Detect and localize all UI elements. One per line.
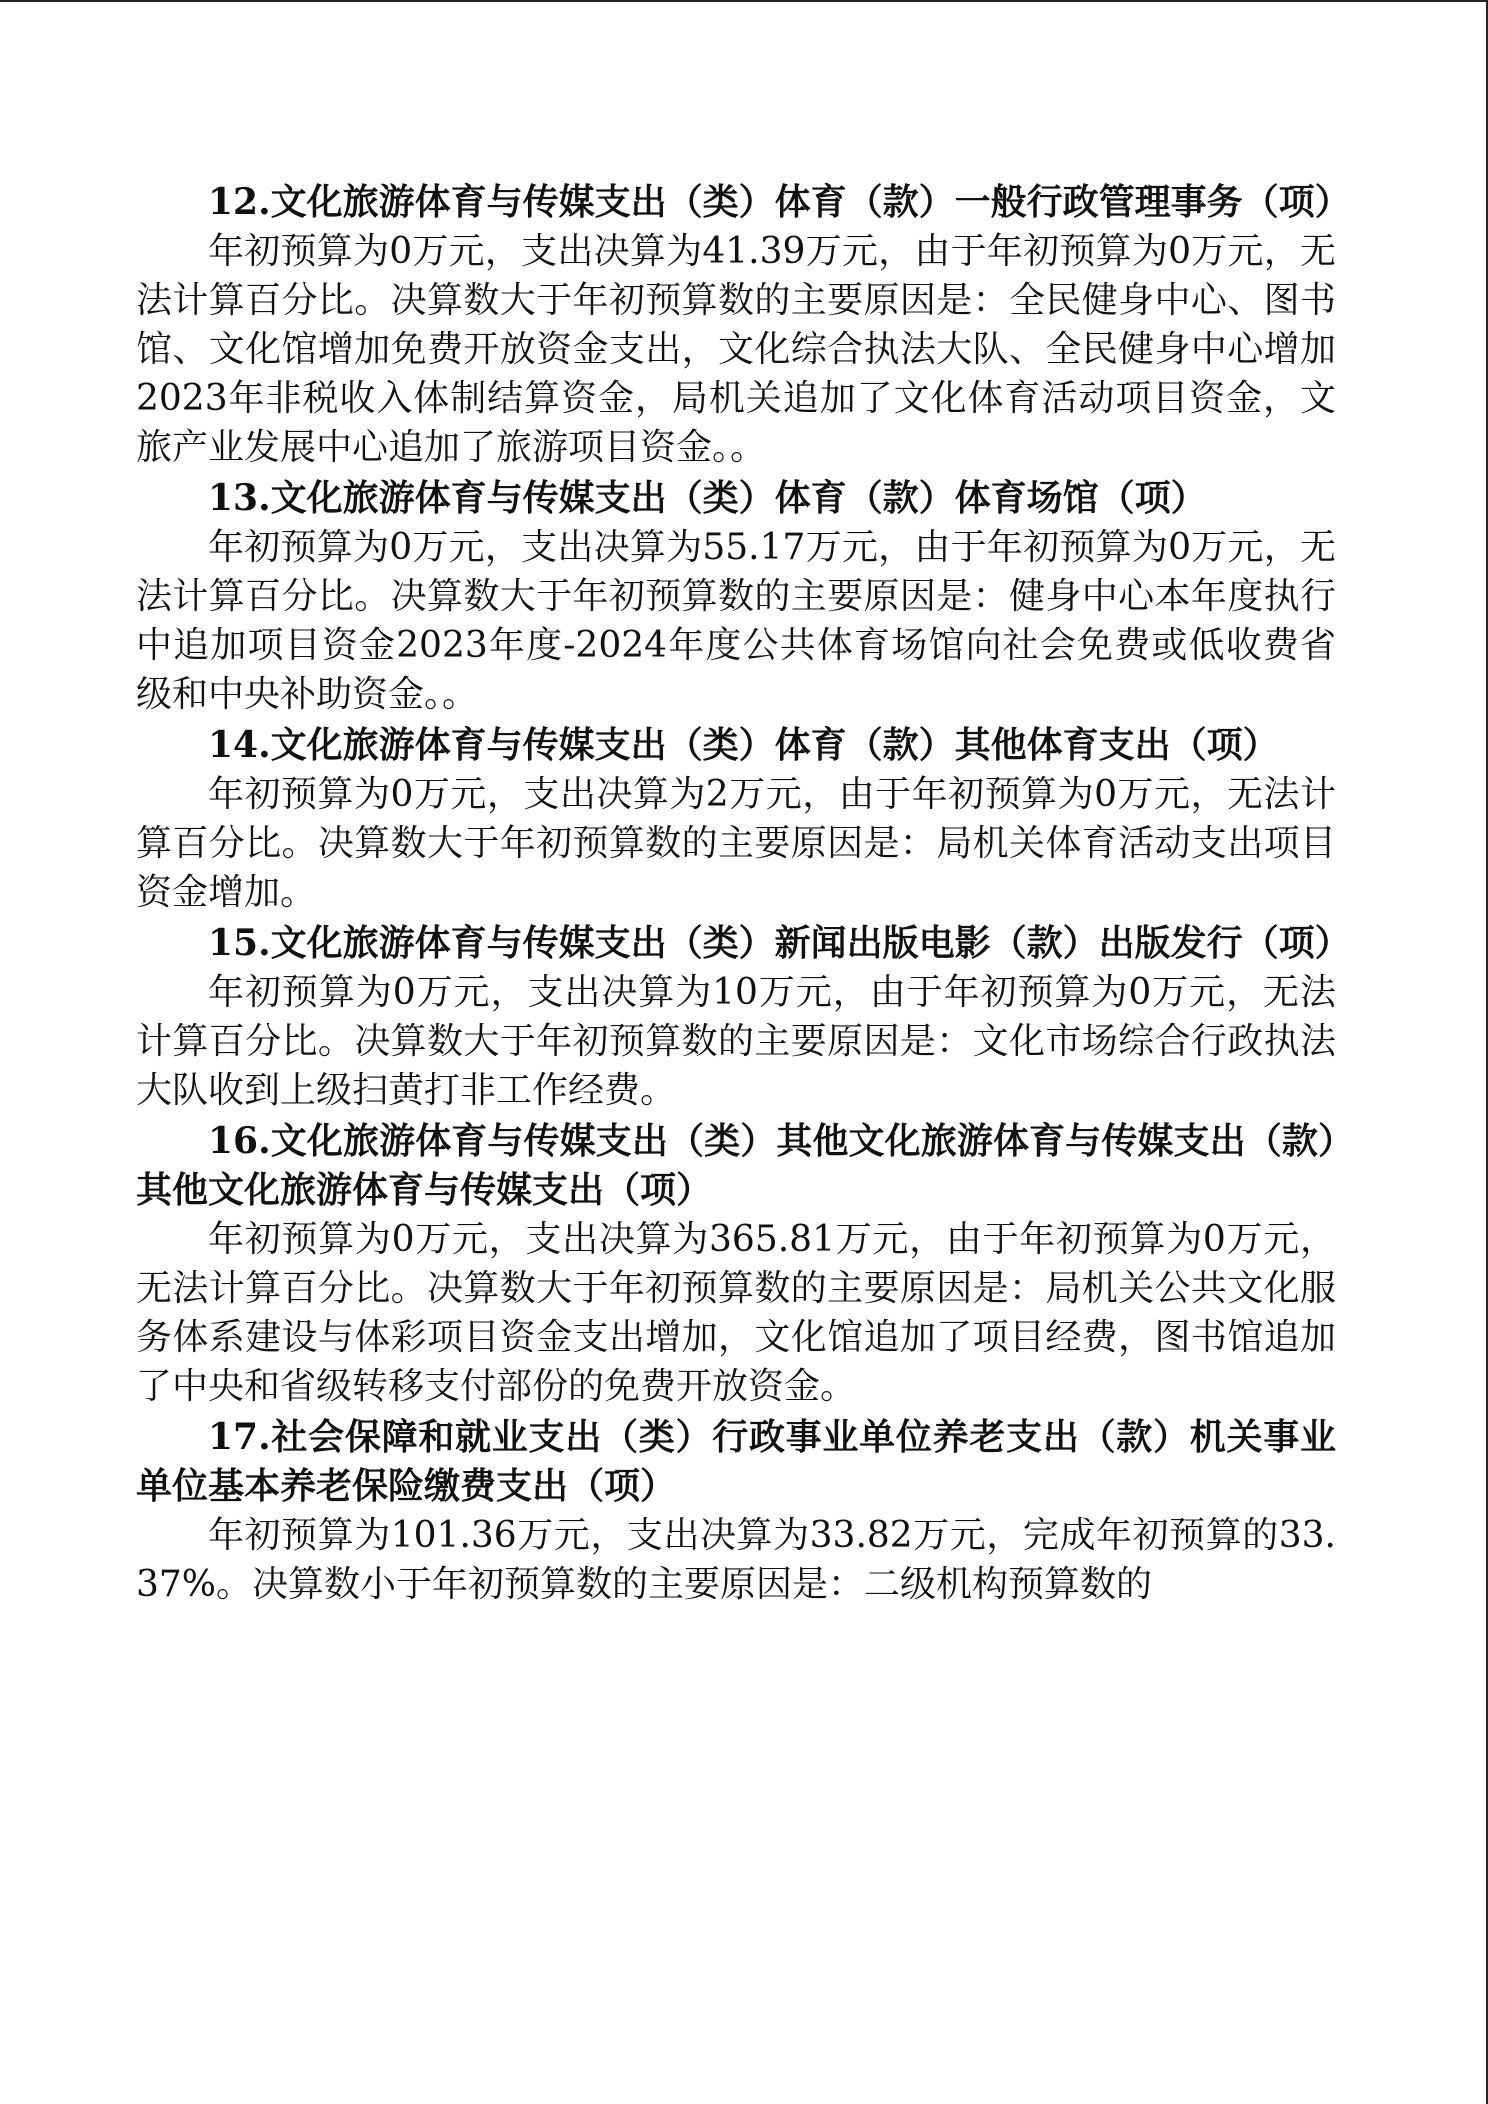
section-15 [136,919,1351,1115]
section-heading: 13.文化旅游体育与传媒支出（类）体育（款）体育场馆（项） [208,477,1207,519]
section-16 [136,1117,1336,1411]
section-body: 年初预算为0万元，支出决算为41.39万元，由于年初预算为0万元，无法计算百分比。决算数大于年初预算数的主要原因是：全民健身中心、图书馆、文化馆增加免费开放资金支出，文化综合执法大队、全民健身中心增加2023年非税收入体制结算资金，局机关追加了文化体育活动项目资金，文旅产业发展中心追加了旅游项目资金。。 [136,231,1336,468]
page-top-border [0,0,1488,2]
section-heading: 12.文化旅游体育与传媒支出（类）体育（款）一般行政管理事务（项） [208,181,1351,223]
section-heading: 16.文化旅游体育与传媒支出（类）其他文化旅游体育与传媒支出（款）其他文化旅游体育与传媒支出（项） [136,1120,1336,1211]
section-body: 年初预算为0万元，支出决算为365.81万元，由于年初预算为0万元，无法计算百分比。决算数大于年初预算数的主要原因是：局机关公共文化服务体系建设与体彩项目资金支出增加，文化馆追加了项目经费，图书馆追加了中央和省级转移支付部份的免费开放资金。 [136,1219,1336,1407]
section-17 [136,1413,1336,1609]
section-14 [136,721,1336,917]
section-body: 年初预算为0万元，支出决算为55.17万元，由于年初预算为0万元，无法计算百分比。决算数大于年初预算数的主要原因是：健身中心本年度执行中追加项目资金2023年度-2024年度公共体育场馆向社会免费或低收费省级和中央补助资金。。 [136,527,1336,715]
section-heading: 17.社会保障和就业支出（类）行政事业单位养老支出（款）机关事业单位基本养老保险缴费支出（项） [136,1416,1336,1507]
section-body: 年初预算为0万元，支出决算为10万元，由于年初预算为0万元，无法计算百分比。决算数大于年初预算数的主要原因是：文化市场综合行政执法大队收到上级扫黄打非工作经费。 [136,972,1336,1111]
section-heading: 14.文化旅游体育与传媒支出（类）体育（款）其他体育支出（项） [208,724,1279,766]
section-13 [136,474,1336,719]
document-page [136,178,1351,1611]
section-body: 年初预算为101.36万元，支出决算为33.82万元，完成年初预算的33.37%。决算数小于年初预算数的主要原因是：二级机构预算数的 [136,1515,1336,1605]
section-12 [136,178,1351,472]
section-heading: 15.文化旅游体育与传媒支出（类）新闻出版电影（款）出版发行（项） [208,922,1351,964]
section-body: 年初预算为0万元，支出决算为2万元，由于年初预算为0万元，无法计算百分比。决算数大于年初预算数的主要原因是：局机关体育活动支出项目资金增加。 [136,774,1336,913]
